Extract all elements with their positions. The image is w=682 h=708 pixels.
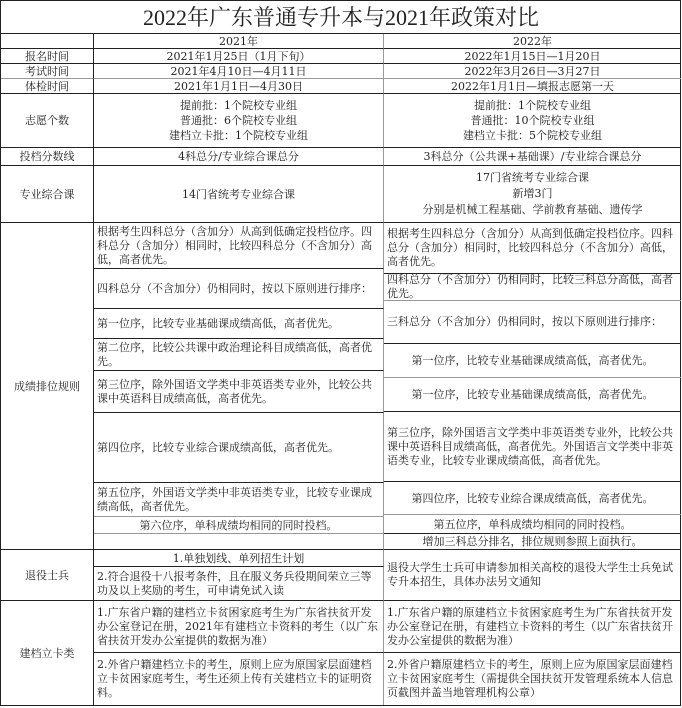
row-label-comprehensive: 专业综合课 <box>1 166 94 223</box>
registration-2021: 2021年1月25日（1月下旬） <box>94 49 384 64</box>
comprehensive-2022-line: 分别是机械工程基础、学前教育基础、遗传学 <box>422 203 643 216</box>
comprehensive-2021: 14门省统考专业综合课 <box>94 166 384 223</box>
comprehensive-2022-line: 17门省统考专业综合课 <box>476 171 589 184</box>
exam-2021: 2021年4月10日—4月11日 <box>94 64 384 79</box>
poverty-2021-item: 2.外省户籍建档立卡的考生，原则上应为原国家层面建档立卡贫困家庭考生，考生还须上传有关建档立卡的证明资料。 <box>94 653 384 705</box>
volunteers-2021-line: 建档立卡批：1个院校专业组 <box>169 129 308 142</box>
row-label-registration: 报名时间 <box>1 49 94 64</box>
row-label-veterans: 退役士兵 <box>1 550 94 601</box>
ranking-2021-rule: 第一位序，比较专业基础课成绩高低，高者优先。 <box>94 309 384 339</box>
volunteers-2022-line: 提前批：1个院校专业组 <box>474 99 591 112</box>
ranking-2022-rule: 第一位序，比较专业基础课成绩高低，高者优先。 <box>384 378 681 412</box>
ranking-2021-rule: 四科总分（不含加分）仍相同时，按以下原则进行排序： <box>94 269 384 309</box>
row-label-poverty: 建档立卡类 <box>1 601 94 705</box>
ranking-2022-rule: 增加三科总分排名，排位规则参照上面执行。 <box>384 534 681 550</box>
exam-2022: 2022年3月26日—3月27日 <box>384 64 681 79</box>
ranking-2022-rule: 第一位序，比较专业基础课成绩高低，高者优先。 <box>384 344 681 378</box>
registration-2022: 2022年1月15日—1月20日 <box>384 49 681 64</box>
header-blank <box>1 34 94 49</box>
poverty-2022-item: 1.广东省户籍的原建档立卡贫困家庭考生为广东省扶贫开发办公室登记在册，有建档立卡资料的考生（以广东省扶贫开发办公室提供的数据为准） <box>384 601 681 653</box>
ranking-2021-rule: 第五位序，外国语文学类中非英语类专业，比较专业课成绩高低，高者优先。 <box>94 483 384 517</box>
comprehensive-2022 <box>384 166 681 223</box>
volunteers-2022-line: 建档立卡批：5个院校专业组 <box>463 129 602 142</box>
volunteers-2021-line: 普通批：6个院校专业组 <box>180 114 297 127</box>
volunteers-2021 <box>94 94 384 148</box>
comprehensive-2022-line: 新增3门 <box>512 187 553 200</box>
ranking-2022-rule: 第四位序，比较专业综合课成绩高低，高者优先。 <box>384 482 681 515</box>
row-label-exam: 考试时间 <box>1 64 94 79</box>
volunteers-2021-line: 提前批：1个院校专业组 <box>180 99 297 112</box>
ranking-2022-rule: 根据考生四科总分（含加分）从高到低确定投档位序。四科总分（含加分）相同时，比较四科总分（不含加分）高低，高者优先。 <box>384 223 681 274</box>
veterans-2021-item: 2.符合退役十八报考条件，且在服义务兵役期间荣立三等功及以上奖励的考生，可申请免试入读 <box>94 567 384 601</box>
veterans-2021-item: 1.单独划线、单列招生计划 <box>94 550 384 567</box>
ranking-2021-rule: 第二位序，比较公共课中政治理论科目成绩高低，高者优先。 <box>94 339 384 371</box>
volunteers-2022-line: 普通批：10个院校专业组 <box>470 114 595 127</box>
row-label-volunteers: 志愿个数 <box>1 94 94 148</box>
page-title: 2022年广东普通专升本与2021年政策对比 <box>1 1 681 34</box>
header-2021: 2021年 <box>94 34 384 49</box>
row-label-physical: 体检时间 <box>1 79 94 94</box>
physical-2022: 2022年1月1日—填报志愿第一天 <box>384 79 681 94</box>
row-label-ranking: 成绩排位规则 <box>1 223 94 550</box>
volunteers-2022 <box>384 94 681 148</box>
veterans-2022: 退役大学生士兵可申请参加相关高校的退役大学生士兵免试专升本招生，具体办法另文通知 <box>384 550 681 601</box>
ranking-2022-rule: 三科总分（不含加分）仍相同时，按以下原则进行排序： <box>384 301 681 344</box>
ranking-2021-rule: 根据考生四科总分（含加分）从高到低确定投档位序。四科总分（含加分）相同时，比较四科总分（不含加分）高低，高者优先。 <box>94 223 384 269</box>
poverty-2022-item: 2.外省户籍原建档立卡的考生，原则上应为原国家层面建档立卡贫困家庭考生（需提供全国扶贫开发管理系统本人信息页截图并盖当地管理机构公章） <box>387 658 673 699</box>
physical-2021: 2021年1月1日—4月30日 <box>94 79 384 94</box>
header-2022: 2022年 <box>384 34 681 49</box>
ranking-2022-rule: 第三位序，除外国语言文学类中非英语类专业外，比较公共课中英语科目成绩高低，高者优先。外国语言文学类中非英语类专业，比较专业课成绩高低，高者优先。 <box>384 412 681 482</box>
ranking-2021-rule-empty <box>94 534 384 550</box>
ranking-2021-rule: 第三位序，除外国语文学类中非英语类专业外，比较公共课中英语科目成绩高低，高者优先。 <box>94 371 384 413</box>
ranking-2021-rule: 第六位序，单科成绩均相同的同时投档。 <box>94 517 384 534</box>
poverty-2021-item: 1.广东省户籍的建档立卡贫困家庭考生为广东省扶贫开发办公室登记在册，2021年有建档立卡资料的考生（以广东省扶贫开发办公室提供的数据为准） <box>94 601 384 653</box>
ranking-2022-rule: 第五位序，单科成绩均相同的同时投档。 <box>384 515 681 534</box>
ranking-2022-rule: 四科总分（不含加分）仍相同时，比较三科总分高低，高者优先。 <box>384 274 681 301</box>
cutoff-2021: 4科总分/专业综合课总分 <box>94 148 384 166</box>
cutoff-2022: 3科总分（公共课+基础课）/专业综合课总分 <box>384 148 681 166</box>
row-label-cutoff: 投档分数线 <box>1 148 94 166</box>
ranking-2021-rule: 第四位序，比较专业综合课成绩高低，高者优先。 <box>94 413 384 483</box>
